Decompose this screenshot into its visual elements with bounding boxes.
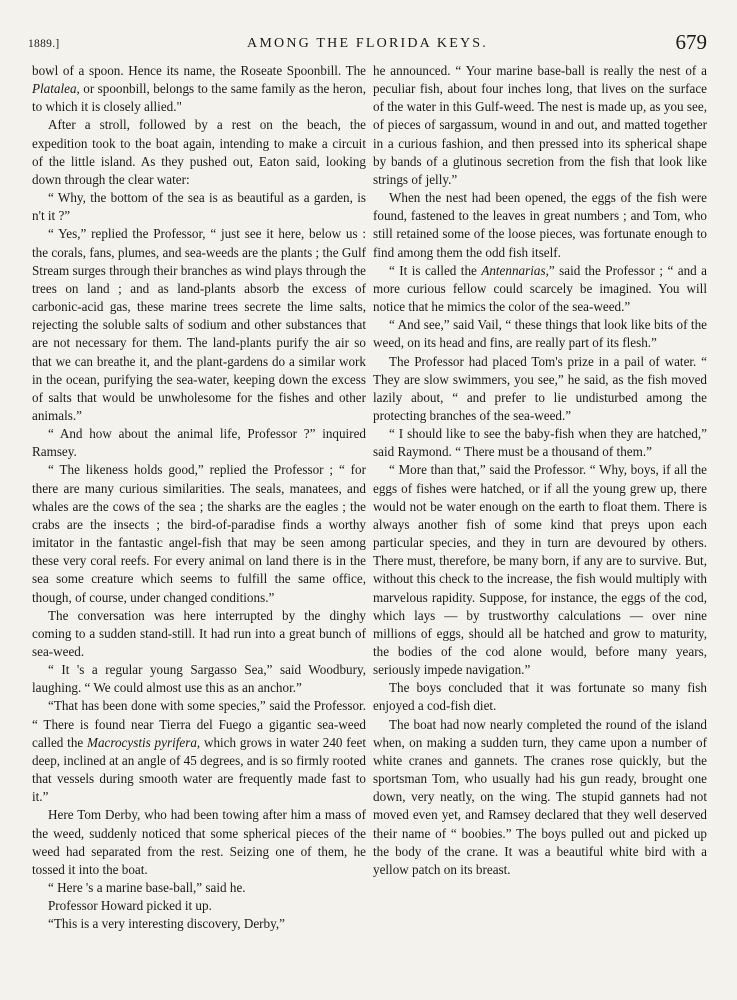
paragraph: “ It 's a regular young Sargasso Sea,” said Woodbury, laughing. “ We could almost use this as an anchor.” [32, 662, 366, 696]
paragraph: “ Why, the bottom of the sea is as beautiful as a garden, is n't it ?” [32, 190, 366, 224]
paragraph: bowl of a spoon. Hence its name, the Roseate Spoonbill. The Platalea, or spoonbill, belongs to the same family as the heron, to which it is closely allied." [32, 63, 366, 115]
paragraph: After a stroll, followed by a rest on the beach, the expedition took to the boat again, intending to make a circuit of the little island. As they pushed out, Eaton said, looking down through the clear water: [32, 117, 366, 187]
paragraph: “ The likeness holds good,” replied the Professor ; “ for there are many curious similarities. The seals, manatees, and whales are the cows of the sea ; the sharks are the eagles ; the crabs are the insects ; the bird-of-paradise finds a worthy imitator in the fantastic angel-fish that may be seen among these very coral reefs. For every animal on land there is in the sea some creature which seems to fulfill the same office, though, of course, under changed conditions.” [32, 462, 366, 605]
paragraph: “This is a very interesting discovery, Derby,” [48, 916, 285, 932]
paragraph: The Professor had placed Tom's prize in a pail of water. “ They are slow swimmers, you see,” he said, as the fish moved lazily about, “ and prefer to lie undisturbed among the protecting branches of the sea-weed.” [373, 353, 707, 423]
header-year: 1889.] [28, 38, 60, 50]
paragraph: “That has been done with some species,” said the Professor. “ There is found near Tierra del Fuego a gigantic sea-weed called the Macrocystis pyrifera, which grows in water 240 feet deep, inclined at an angle of 45 degrees, and is so firmly rooted that vessels during smooth water are frequently made fast to it.” [32, 698, 366, 805]
left-column [32, 62, 366, 934]
paragraph: The boys concluded that it was fortunate so many fish enjoyed a cod-fish diet. [373, 680, 707, 714]
paragraph: “ And see,” said Vail, “ these things that look like bits of the weed, on its head and fins, are really part of its flesh.” [373, 317, 707, 351]
paragraph: he announced. “ Your marine base-ball is really the nest of a peculiar fish, about four inches long, that lives on the surface of the water in this Gulf-weed. The nest is made up, as you see, of pieces of sargassum, wound in and out, and matted together in a curious fashion, and then pressed into its spherical shape by bands of a glutinous secretion from the fish that look like strings of jelly.” [373, 63, 707, 187]
page-number: 679 [675, 30, 707, 54]
paragraph: “ Here 's a marine base-ball,” said he. [48, 880, 246, 896]
right-column [373, 62, 707, 879]
paragraph: “ Yes,” replied the Professor, “ just see it here, below us : the corals, fans, plumes, and sea-weeds are the plants ; the Gulf Stream surges through their branches as wind plays through the trees on land ; and as land-plants absorb the excess of carbonic-acid gas, these marine trees secrete the lime salts, rejecting the soluble salts of sodium and other substances that are not necessary for them. The land-plants purify the air so that we can breathe it, and the plant-gardens do a similar work in the ocean, purifying the sea-water, keeping down the excess of salts that would be unwholesome for the fishes and other animals.” [32, 226, 366, 423]
paragraph: The conversation was here interrupted by the dinghy coming to a sudden stand-still. It had run into a great bunch of sea-weed. [32, 607, 366, 659]
paragraph: Here Tom Derby, who had been towing after him a mass of the weed, suddenly noticed that some spherical pieces of the weed had separated from the rest. Seizing one of them, he tossed it into the boat. [32, 807, 366, 877]
running-header [28, 32, 707, 60]
paragraph: Professor Howard picked it up. [48, 898, 212, 914]
paragraph: “ More than that,” said the Professor. “ Why, boys, if all the eggs of fishes were hatched, or if all the young grew up, there would not be water enough on the earth to float them. There is always another fish of some kind that preys upon each particular species, and they in turn are devoured by others. There must, therefore, be many born, if any are to survive. But, without this check to the increase, the fish would multiply with marvelous rapidity. Suppose, for instance, the eggs of the cod, which lays — by trustworthy calculations — over nine millions of eggs, should all be hatched and grow to maturity, the bodies of the cod alone would, before many years, seriously impede navigation.” [373, 462, 707, 678]
paragraph: The boat had now nearly completed the round of the island when, on making a sudden turn, they came upon a number of white cranes and gannets. The cranes rose quickly, but the sportsman Tom, who usually had his gun ready, brought one down, very neatly, on the wing. The stupid gannets had not moved even yet, and Ramsey declared that they well deserved their name of “ boobies.” The boys pulled out and picked up the body of the crane. It was a beautiful white bird with a yellow patch on its breast. [373, 716, 707, 877]
paragraph: When the nest had been opened, the eggs of the fish were found, fastened to the leaves in great numbers ; and Tom, who still retained some of the loose pieces, was fortunate enough to find among them the odd fish itself. [373, 190, 707, 260]
paragraph: “ And how about the animal life, Professor ?” inquired Ramsey. [32, 426, 366, 460]
paragraph: “ It is called the Antennarias,” said the Professor ; “ and a more curious fellow could scarcely be imagined. You will notice that he mimics the color of the sea-weed.” [373, 262, 707, 315]
header-title: AMONG THE FLORIDA KEYS. [247, 36, 488, 51]
paragraph: “ I should like to see the baby-fish when they are hatched,” said Raymond. “ There must be a thousand of them.” [373, 426, 707, 460]
